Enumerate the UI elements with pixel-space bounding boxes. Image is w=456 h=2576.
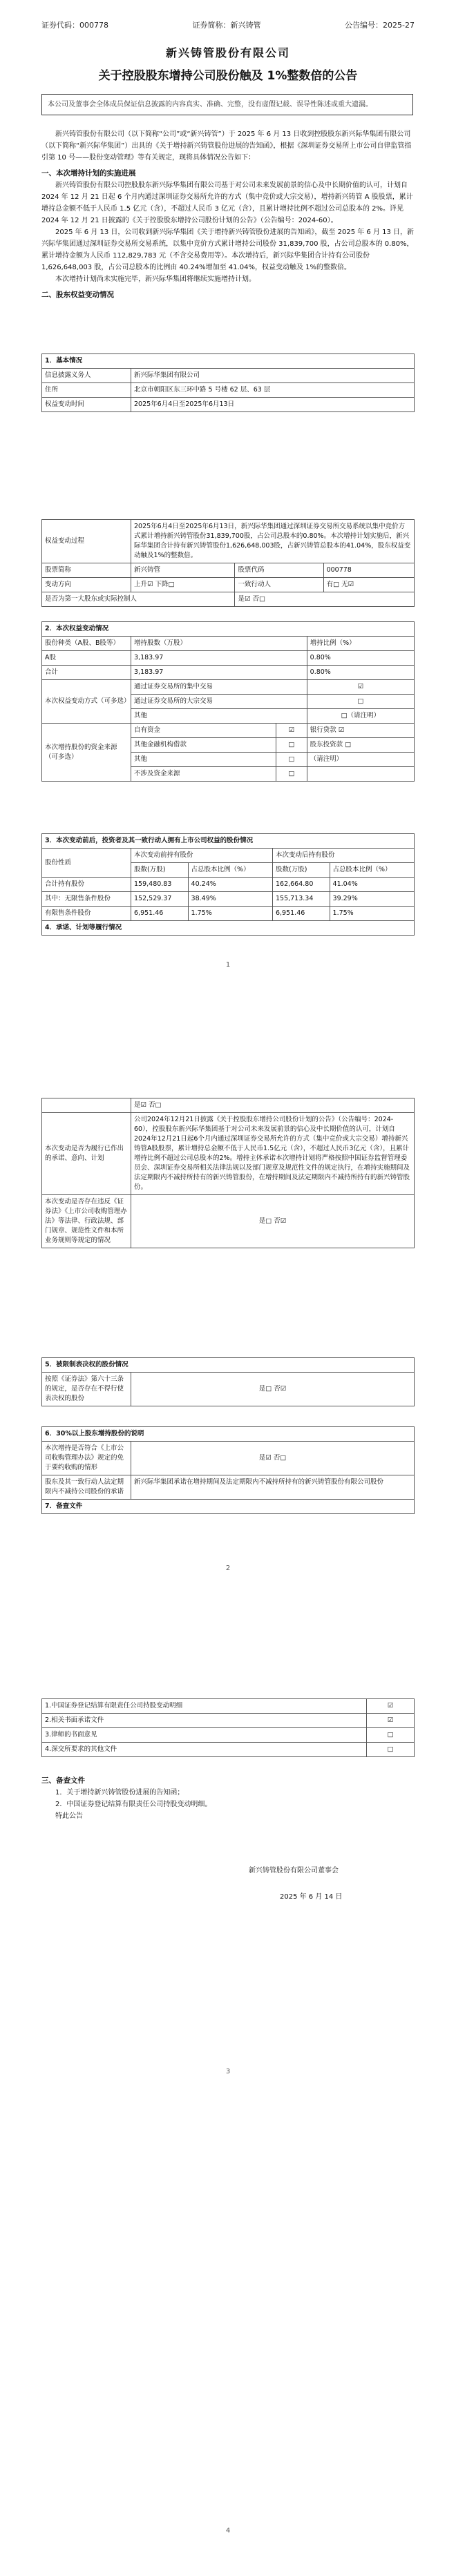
cell: 其他金融机构借款 xyxy=(131,738,276,753)
table-change-process xyxy=(41,519,415,607)
row-value: 2025年6月4日至2025年6月13日 xyxy=(131,398,415,412)
cell xyxy=(307,738,414,753)
table-heading: 1．基本情况 xyxy=(42,354,415,369)
cell: 159,480.83 xyxy=(131,878,189,892)
table-heading: 7．备查文件 xyxy=(42,1500,415,1514)
column-header: 股份性质 xyxy=(42,849,131,878)
cell-text: 股东投资款 xyxy=(310,741,343,748)
paragraph-2: 2025 年 6 月 13 日，公司收到新兴际华集团《关于增持新兴铸管股份进展的告知函》，截至 2025 年 6 月 13 日，新兴际华集团通过深圳证券交易所交易系统，以集中竞价方式累计增持公司股份 31,839,700 股，占公司总股本的 0.80%，累计增持金额为人民币 112,829,783 元（不含交易费用等）。本次增持后，新兴际华集团合计持有公司股份 1,626,648,003 股，占公司总股本的比例由 40.24%增加至 41.04%，权益变动触及 1%的整数倍。 xyxy=(41,229,415,271)
row-value: 是□ 否☑ xyxy=(131,1195,415,1248)
table-row xyxy=(42,1714,415,1728)
cell xyxy=(307,724,414,738)
section-2-heading: 二、股东权益变动情况 xyxy=(41,291,114,299)
reference-item: 1．关于增持新兴铸管股份进展的告知函； xyxy=(55,1789,184,1797)
row-label: 权益变动时间 xyxy=(42,398,131,412)
cell: 40.24% xyxy=(188,878,272,892)
cell: 39.29% xyxy=(330,892,414,907)
table-heading: 2．本次权益变动情况 xyxy=(42,622,415,637)
row-value: 000778 xyxy=(323,563,414,578)
checkbox-cell: ☑ xyxy=(367,1714,415,1728)
intro-paragraph: 新兴铸管股份有限公司（以下简称“公司”或“新兴铸管”）于 2025 年 6 月 13 日收到控股股东新兴际华集团有限公司（以下简称“新兴际华集团”）出具的《关于增持新兴铸管股份进展的告知函》，根据《深圳证券交易所上市公司自律监管指引第 10 号——股份变动管理》等有关规定，现将具体情况公告如下： xyxy=(41,130,412,162)
table-heading: 3．本次变动前后，投资者及其一致行动人拥有上市公司权益的股份情况 xyxy=(42,834,415,849)
table-major-shareholder xyxy=(41,1426,415,1514)
table-holdings xyxy=(41,833,415,936)
row-label: 股票简称 xyxy=(42,563,131,578)
cell: 有限售条件股份 xyxy=(42,907,131,921)
row-value: 是☑ 否□ xyxy=(131,1442,415,1475)
row-label: 信息披露义务人 xyxy=(42,369,131,383)
table-reference-docs xyxy=(41,1698,415,1757)
checkbox-cell: □ xyxy=(276,753,307,767)
section-3-heading: 三、备查文件 xyxy=(41,1776,85,1785)
closing-text: 特此公告 xyxy=(55,1812,83,1820)
cell: 不涉及资金来源 xyxy=(131,767,276,782)
row-value: 是☑ 否□ xyxy=(131,1098,415,1113)
cell: 162,664.80 xyxy=(272,878,330,892)
row-label: 按照《证券法》第六十三条的规定，是否存在不得行使表决权的股份 xyxy=(42,1373,131,1406)
row-label: 股票代码 xyxy=(235,563,323,578)
row-label: 住所 xyxy=(42,383,131,398)
cell: 3,183.97 xyxy=(131,651,307,666)
table-heading: 6．30%以上股东增持股份的说明 xyxy=(42,1427,415,1442)
column-header: 本次变动后持有股份 xyxy=(272,849,414,863)
table-change-details xyxy=(41,621,415,782)
stock-code: 证券代码：000778 xyxy=(41,21,108,30)
column-header: 占总股本比例（%） xyxy=(188,863,272,878)
page-number: 2 xyxy=(225,1565,231,1572)
row-label: 变动方向 xyxy=(42,578,131,592)
table-voting-rights xyxy=(41,1357,415,1406)
cell: 0.80% xyxy=(307,651,414,666)
row-value: 是☑ 否□ xyxy=(235,592,415,607)
row-value: 新兴铸管 xyxy=(131,563,235,578)
row-label: 本次权益变动方式（可多选） xyxy=(42,680,131,724)
notice-box: 本公司及董事会全体成员保证信息披露的内容真实、准确、完整，没有虚假记载、误导性陈述或重大遗漏。 xyxy=(41,94,413,115)
checkbox-cell: ☑ xyxy=(307,680,414,695)
cell xyxy=(307,767,414,782)
signing-date: 2025 年 6 月 14 日 xyxy=(280,1893,343,1901)
table-row xyxy=(42,1743,415,1757)
cell: 38.49% xyxy=(188,892,272,907)
table-basic-info xyxy=(41,354,415,412)
cell: 合计 xyxy=(42,666,131,680)
checkbox-cell: ☑ xyxy=(367,1699,415,1714)
table-row xyxy=(42,892,415,907)
signer: 新兴铸管股份有限公司董事会 xyxy=(249,1867,339,1875)
body-part-1 xyxy=(41,128,415,301)
stock-abbr: 证券简称：新兴铸管 xyxy=(192,21,261,30)
cell: 通过证券交易所的集中交易 xyxy=(131,680,307,695)
row-value: 新兴际华集团有限公司 xyxy=(131,369,415,383)
column-header: 增持股数（万股） xyxy=(131,637,307,651)
table-heading: 5．被限制表决权的股份情况 xyxy=(42,1358,415,1373)
cell-text: 银行贷款 xyxy=(310,726,336,734)
row-label: 本次增持股份的资金来源（可多选） xyxy=(42,724,131,782)
checkbox-mark: □ xyxy=(345,741,352,748)
cell xyxy=(42,1098,131,1113)
checkbox-cell: □ xyxy=(367,1728,415,1743)
row-value: 北京市朝阳区东三环中路 5 号楼 62 层、63 层 xyxy=(131,383,415,398)
table-row xyxy=(42,878,415,892)
row-value: 新兴际华集团承诺在增持期间及法定期限内不减持所持有的新兴铸管股份有限公司股份 xyxy=(131,1475,415,1500)
company-name: 新兴铸管股份有限公司 xyxy=(165,46,290,59)
row-value: 上升☑ 下降□ xyxy=(131,578,235,592)
cell: 4.深交所要求的其他文件 xyxy=(42,1743,367,1757)
body-part-2 xyxy=(41,1771,415,1822)
cell: 1.中国证券登记结算有限责任公司持股变动明细 xyxy=(42,1699,367,1714)
page-number: 4 xyxy=(225,2527,231,2535)
cell: 3,183.97 xyxy=(131,666,307,680)
row-label: 权益变动过程 xyxy=(42,520,131,563)
section-1-heading: 一、本次增持计划的实施进展 xyxy=(41,169,136,177)
cell: 6,951.46 xyxy=(272,907,330,921)
column-header: 股份种类（A股、B股等） xyxy=(42,637,131,651)
column-header: 占总股本比例（%） xyxy=(330,863,414,878)
column-header: 股数(万股) xyxy=(272,863,330,878)
cell: 152,529.37 xyxy=(131,892,189,907)
checkbox-cell: □（请注明） xyxy=(307,709,414,724)
paragraph-3: 本次增持计划尚未实施完毕，新兴际华集团将继续实施增持计划。 xyxy=(55,275,256,283)
row-label: 本次变动是否存在违反《证券法》《上市公司收购管理办法》等法律、行政法规、部门规章、规范性文件和本所业务规则等规定的情况 xyxy=(42,1195,131,1248)
cell: 1.75% xyxy=(188,907,272,921)
row-value: 2025年6月4日至2025年6月13日，新兴际华集团通过深圳证券交易所交易系统以集中竞价方式累计增持新兴铸管股份31,839,700股，占公司总股本的0.80%。本次增持计划实施后，新兴际华集团合计持有新兴铸管股份1,626,648,003股，占新兴铸管总股本的41.04%，股东权益变动触及1%的整数倍。 xyxy=(131,520,415,563)
row-value: 公司2024年12月21日披露《关于控股股东增持公司股份计划的公告》（公告编号：2024-60），控股股东新兴际华集团基于对公司未来发展前景的信心及中长期价值的认可，计划自2024年12月21日起6个月内通过深圳证券交易所允许的方式（集中竞价或大宗交易）增持新兴铸管A股股票，累计增持总金额不低于人民币1.5亿元（含），不超过人民币3亿元（含），且累计增持比例不超过公司总股本的2%。增持主体承诺本次增持计划将严格按照中国证券监督管理委员会、深圳证券交易所相关法律法规以及部门规章及规范性文件的规定执行，在增持实施期间及法定期限内不减持所持有的新兴铸管股份，在增持期间及法定期限内不减持所持有的新兴铸管股份。 xyxy=(131,1113,415,1195)
cell: 通过证券交易所的大宗交易 xyxy=(131,695,307,709)
row-label: 一致行动人 xyxy=(235,578,323,592)
table-commitments xyxy=(41,1098,415,1248)
row-label: 是否为第一大股东或实际控制人 xyxy=(42,592,235,607)
checkbox-cell: □ xyxy=(307,695,414,709)
column-header: 增持比例（%） xyxy=(307,637,414,651)
checkbox-cell: □ xyxy=(276,767,307,782)
table-row xyxy=(42,1699,415,1714)
cell: 155,713.34 xyxy=(272,892,330,907)
page-number: 1 xyxy=(225,961,231,969)
cell: A股 xyxy=(42,651,131,666)
table-row xyxy=(42,907,415,921)
row-label: 本次变动是否为履行已作出的承诺、意向、计划 xyxy=(42,1113,131,1195)
cell: 合计持有股份 xyxy=(42,878,131,892)
cell: 0.80% xyxy=(307,666,414,680)
cell: 其他 xyxy=(131,753,276,767)
checkbox-cell: □ xyxy=(276,738,307,753)
table-row xyxy=(42,1728,415,1743)
row-label: 股东及其一致行动人法定期限内不减持公司股份的承诺 xyxy=(42,1475,131,1500)
paragraph-1: 新兴铸管股份有限公司控股股东新兴际华集团有限公司基于对公司未来发展前景的信心及中长期价值的认可，计划自 2024 年 12 月 21 日起 6 个月内通过深圳证券交易所允许的方式（集中竞价或大宗交易），增持新兴铸管 A 股股票，累计增持总金额不低于人民币 1.5 亿元（含），不超过人民币 3 亿元（含），且累计增持比例不超过公司总股本的 2%。详见 2024 年 12 月 21 日披露的《关于控股股东增持公司股份计划的公告》（公告编号：2024-60）。 xyxy=(41,182,413,224)
cell: 其中：无限售条件股份 xyxy=(42,892,131,907)
cell: 2.相关书面承诺文件 xyxy=(42,1714,367,1728)
announcement-title: 关于控股股东增持公司股份触及 1%整数倍的公告 xyxy=(98,69,358,83)
cell: 6,951.46 xyxy=(131,907,189,921)
document-header xyxy=(41,19,415,30)
row-value: 有□ 无☑ xyxy=(323,578,414,592)
table-heading: 4．承诺、计划等履行情况 xyxy=(42,921,415,936)
cell: 41.04% xyxy=(330,878,414,892)
column-header: 本次变动前持有股份 xyxy=(131,849,273,863)
checkbox-mark: ☑ xyxy=(338,726,345,734)
cell: 自有资金 xyxy=(131,724,276,738)
column-header: 股数(万股) xyxy=(131,863,189,878)
page-number: 3 xyxy=(225,2068,231,2075)
cell: 3.律师的书面意见 xyxy=(42,1728,367,1743)
row-value: 是□ 否☑ xyxy=(131,1373,415,1406)
cell: 其他 xyxy=(131,709,307,724)
announcement-number: 公告编号：2025-27 xyxy=(345,21,415,30)
checkbox-cell: □ xyxy=(367,1743,415,1757)
cell: 1.75% xyxy=(330,907,414,921)
reference-item: 2．中国证券登记结算有限责任公司持股变动明细。 xyxy=(55,1801,212,1808)
checkbox-cell: ☑ xyxy=(276,724,307,738)
cell: （请注明） xyxy=(307,753,414,767)
row-label: 本次增持是否符合《上市公司收购管理办法》规定的免于要约收购的情形 xyxy=(42,1442,131,1475)
